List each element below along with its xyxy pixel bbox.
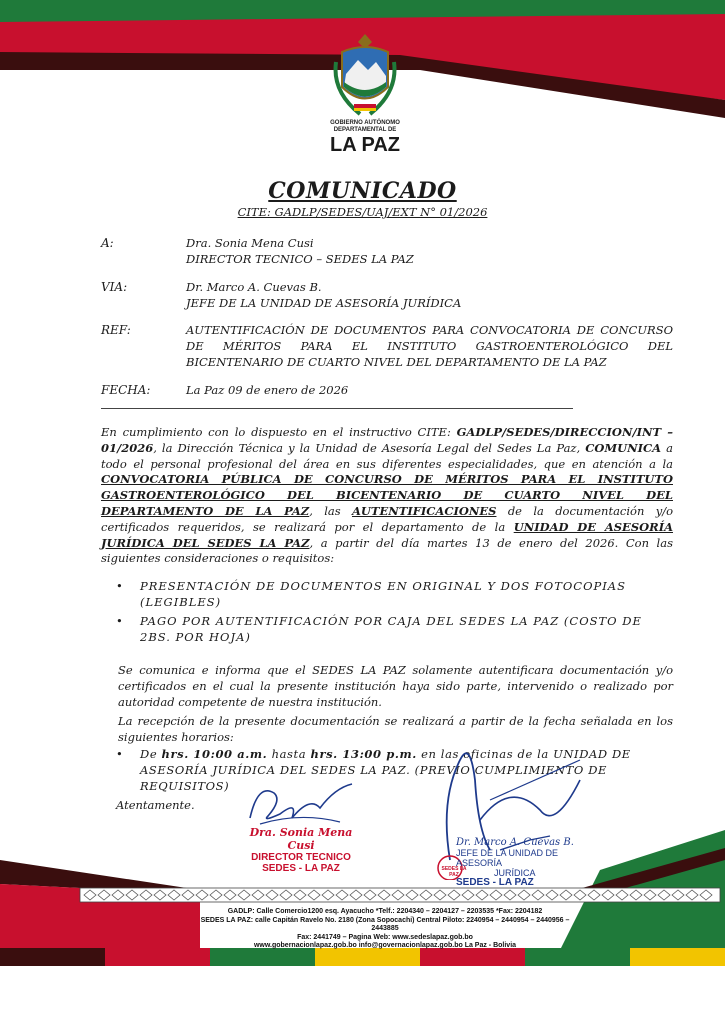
schedule-end: hrs. 13:00 p.m.: [310, 747, 417, 761]
sig2-org: SEDES - LA PAZ: [456, 877, 534, 888]
org-line1: GOBIERNO AUTÓNOMO: [330, 120, 400, 126]
bullet-icon: •: [116, 747, 124, 761]
p1-autentificaciones: AUTENTIFICACIONES: [351, 503, 497, 518]
date-value: La Paz 09 de enero de 2026: [186, 383, 349, 397]
requirement-2: PAGO POR AUTENTIFICACIÓN POR CAJA DEL SEDES LA PAZ (COSTO DE 2BS. POR HOJA): [140, 614, 642, 644]
body-paragraph-2: Se comunica e informa que el SEDES LA PAZ solamente autentificara documentación y/o certificados en el cual la presente institución haya sido parte, intervenido o realizado por autoridad competente de nuestra institución.: [118, 663, 673, 709]
body-paragraph-3: La recepción de la presente documentación se realizará a partir de la fecha señalada en los siguientes horarios:: [118, 714, 673, 744]
divider: [101, 408, 573, 409]
p1-convocatoria: CONVOCATORIA PÚBLICA DE CONCURSO DE MÉRITOS PARA EL INSTITUTO GASTROENTEROLÓGICO DEL BICENTENARIO DE CUARTO NIVEL DEL DEPARTAMENTO DE LA PAZ: [101, 472, 673, 518]
schedule-place: en las oficinas de la UNIDAD DE ASESORÍA JURÍDICA DEL SEDES LA PAZ. (PREVIO CUMPLIMIENTO DE REQUISITOS): [140, 747, 631, 793]
org-line2: DEPARTAMENTAL DE: [333, 127, 397, 133]
via-block: [186, 279, 461, 311]
sig1-name: Dra. Sonia Mena Cusi: [249, 826, 353, 852]
list-item: [116, 613, 673, 645]
schedule-until: hasta: [271, 747, 307, 761]
requirements-list: [116, 578, 673, 648]
footer-line1: GADLP: Calle Comercio1200 esq. Ayacucho *Telf.: 2204340 – 2204127 – 2203535 *Fax: 2204182: [227, 908, 543, 915]
p1-part-a: En cumplimiento con lo dispuesto en el instructivo CITE:: [101, 425, 451, 439]
via-name: Dr. Marco A. Cuevas B.: [186, 280, 322, 294]
requirement-1: PRESENTACIÓN DE DOCUMENTOS EN ORIGINAL Y DOS FOTOCOPIAS (LEGIBLES): [140, 579, 626, 609]
ref-text: AUTENTIFICACIÓN DE DOCUMENTOS PARA CONVOCATORIA DE CONCURSO DE MÉRITOS PARA EL INSTITUTO GASTROENTEROLÓGICO DEL BICENTENARIO DE CUARTO NIVEL DEL DEPARTAMENTO DE LA PAZ: [186, 323, 673, 369]
schedule-start: hrs. 10:00 a.m.: [161, 747, 268, 761]
p1-unit: UNIDAD DE ASESORÍA JURÍDICA DEL SEDES LA PAZ: [101, 519, 673, 550]
bullet-icon: •: [116, 579, 124, 593]
list-item: [116, 578, 673, 610]
via-label: VIA:: [101, 280, 128, 294]
p1-comunica: COMUNICA: [585, 440, 662, 455]
sig2-role: JEFE DE LA UNIDAD DE ASESORÍA: [456, 848, 559, 868]
footer-line4: www.gobernacionlapaz.gob.bo info@governacionlapaz.gob.bo La Paz - Bolivia: [253, 942, 517, 949]
footer-line2: SEDES LA PAZ: calle Capitán Ravelo No. 2180 (Zona Sopocachi) Central Piloto: 2240954 – 2440954 – 2440956 – 2443885: [200, 916, 570, 932]
footer-contact: [190, 908, 580, 951]
ref-label: REF:: [101, 323, 131, 337]
p1-cite: GADLP/SEDES/DIRECCION/INT – 01/2026: [101, 425, 673, 455]
to-label: A:: [101, 236, 114, 250]
sig1-role: DIRECTOR TECNICO: [251, 852, 351, 863]
footer-line3: Fax: 2441749 – Pagina Web: www.sedeslapaz.gob.bo: [297, 933, 473, 941]
coat-of-arms-icon: [330, 32, 400, 122]
doc-title: COMUNICADO: [268, 178, 457, 204]
sig1-org: SEDES - LA PAZ: [262, 863, 340, 874]
bullet-icon: •: [116, 614, 124, 628]
date-label: FECHA:: [101, 383, 151, 397]
via-role: JEFE DE LA UNIDAD DE ASESORÍA JURÍDICA: [186, 296, 462, 310]
to-block: [186, 235, 414, 267]
org-wordmark: LA PAZ: [330, 134, 400, 156]
p1-part-f: , a partir del día martes 13 de enero del 2026. Con las siguientes consideraciones o requisitos:: [101, 535, 673, 566]
sig2-stamp: SEDES LA PAZ: [441, 866, 467, 878]
sig2-role2: JURÍDICA: [494, 868, 536, 878]
sig2-name: Dr. Marco A. Cuevas B.: [456, 837, 574, 848]
p1-part-c: a todo el personal profesional del área en sus diferentes especialidades, que en atención a la: [101, 440, 673, 471]
p1-part-b: , la Dirección Técnica y la Unidad de Asesoría Legal del Sedes La Paz,: [153, 440, 581, 455]
schedule-from: De: [140, 747, 158, 761]
closing: Atentamente.: [116, 798, 195, 812]
to-name: Dra. Sonia Mena Cusi: [186, 236, 314, 250]
to-role: DIRECTOR TECNICO – SEDES LA PAZ: [186, 252, 414, 266]
p1-part-e: de la documentación y/o certificados requeridos, se realizará por el departamento de la: [101, 503, 674, 534]
body-paragraph-1: [101, 425, 673, 567]
doc-cite: CITE: GADLP/SEDES/UAJ/EXT N° 01/2026: [237, 205, 488, 219]
org-name: [322, 120, 408, 134]
p1-part-d: , las: [309, 503, 341, 518]
